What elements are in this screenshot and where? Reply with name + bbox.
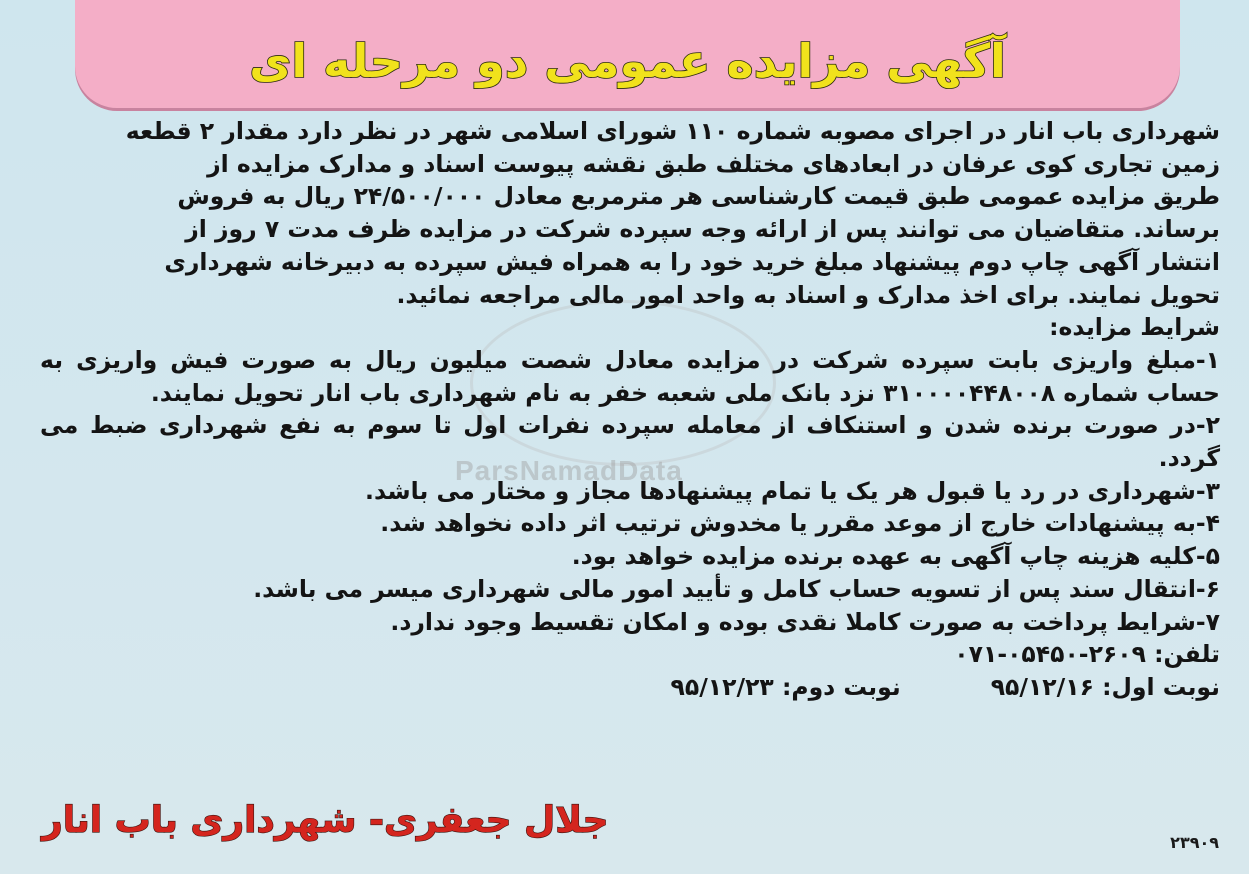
watermark-text: ParsNamadData bbox=[455, 455, 683, 486]
condition-item: ۲-در صورت برنده شدن و استنکاف از معامله سپرده نفرات اول تا سوم به نفع شهرداری ضبط می گردد. bbox=[40, 411, 1220, 473]
conditions-heading: شرایط مزایده: bbox=[1049, 313, 1220, 342]
ad-code: ۲۳۹۰۹ bbox=[1170, 833, 1219, 852]
intro-line: برساند. متقاضیان می توانند پس از ارائه وجه سپرده شرکت در مزایده ظرف مدت ۷ روز از bbox=[185, 215, 1220, 244]
second-turn-date: نوبت دوم: ۹۵/۱۲/۲۳ bbox=[670, 672, 901, 701]
intro-line: زمین تجاری کوی عرفان در ابعادهای مختلف طبق نقشه پیوست اسناد و مدارک مزایده از bbox=[207, 149, 1220, 178]
intro-line: طریق مزایده عمومی طبق قیمت کارشناسی هر مترمربع معادل ۲۴/۵۰۰/۰۰۰ ریال به فروش bbox=[177, 182, 1220, 211]
intro-line: شهرداری باب انار در اجرای مصوبه شماره ۱۱۰ شورای اسلامی شهر در نظر دارد مقدار ۲ قطعه bbox=[125, 117, 1220, 145]
intro-line: تحویل نمایند. برای اخذ مدارک و اسناد به واحد امور مالی مراجعه نمائید. bbox=[396, 280, 1220, 309]
condition-item: ۴-به پیشنهادات خارج از موعد مقرر یا مخدوش ترتیب اثر داده نخواهد شد. bbox=[380, 509, 1220, 538]
title-banner bbox=[75, 0, 1180, 108]
phone-number: تلفن: ۲۶۰۹-۰۵۴۵۰-۰۷۱ bbox=[954, 640, 1220, 669]
title-text: آگهی مزایده عمومی دو مرحله ای bbox=[249, 34, 1006, 88]
signature: جلال جعفری- شهرداری باب انار bbox=[42, 800, 609, 841]
condition-item: ۷-شرایط پرداخت به صورت کاملا نقدی بوده و امکان تقسیط وجود ندارد. bbox=[390, 607, 1220, 636]
publication-dates bbox=[40, 671, 1220, 704]
intro-paragraph bbox=[40, 115, 1220, 311]
intro-line: انتشار آگهی چاپ دوم پیشنهاد مبلغ خرید خود را به همراه فیش سپرده به دبیرخانه شهرداری bbox=[164, 247, 1220, 276]
page-title bbox=[249, 20, 1006, 88]
condition-item: ۵-کلیه هزینه چاپ آگهی به عهده برنده مزایده خواهد بود. bbox=[571, 542, 1220, 571]
condition-item: ۶-انتقال سند پس از تسویه حساب کامل و تأیید امور مالی شهرداری میسر می باشد. bbox=[253, 574, 1220, 603]
announcement-body bbox=[40, 115, 1220, 704]
condition-item: ۱-مبلغ واریزی بابت سپرده شرکت در مزایده معادل شصت میلیون ریال به صورت فیش واریزی به حساب شماره ۳۱۰۰۰۰۴۴۸۰۰۸ نزد بانک ملی شعبه خفر به نام شهرداری باب انار تحویل نمایند. bbox=[40, 345, 1220, 407]
condition-item: ۳-شهرداری در رد یا قبول هر یک یا تمام پیشنهادها مجاز و مختار می باشد. bbox=[365, 476, 1220, 505]
first-turn-date: نوبت اول: ۹۵/۱۲/۱۶ bbox=[990, 672, 1220, 701]
